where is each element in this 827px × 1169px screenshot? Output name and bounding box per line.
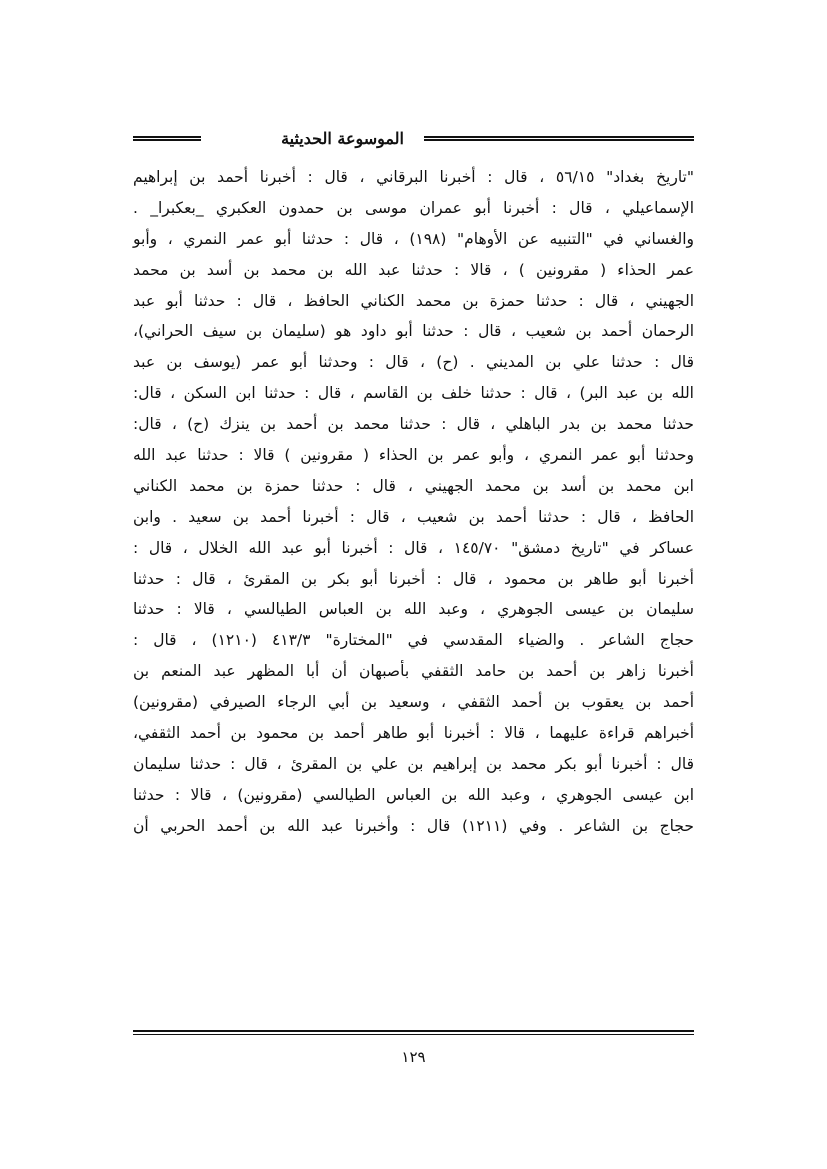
text-line: الحافظ ، قال : حدثنا أحمد بن شعيب ، قال : أخبرنا أحمد بن سعيد . وابن: [133, 507, 694, 526]
text-line: "تاريخ بغداد" ٥٦/١٥ ، قال : أخبرنا البرقاني ، قال : أخبرنا أحمد بن إبراهيم: [133, 168, 694, 186]
footer-rule: [133, 1030, 694, 1035]
text-line: ابن محمد بن أسد بن محمد الجهيني ، قال : حدثنا حمزة بن محمد الكناني: [133, 476, 694, 495]
text-line: حجاج بن الشاعر . وفي (١٢١١) قال : وأخبرنا عبد الله بن أحمد الحربي أن: [133, 816, 694, 835]
book-title: الموسوعة الحديثية: [281, 129, 404, 148]
text-line: الله بن عبد البر) ، قال : حدثنا خلف بن القاسم ، قال : حدثنا ابن السكن ، قال:: [133, 384, 694, 403]
text-line: أحمد بن يعقوب بن أحمد الثقفي ، وسعيد بن أبي الرجاء الصيرفي (مقرونين): [133, 693, 694, 712]
text-line: الجهيني ، قال : حدثنا حمزة بن محمد الكناني الحافظ ، قال : حدثنا أبو عبد: [133, 291, 694, 310]
text-line: قال : أخبرنا أبو بكر محمد بن إبراهيم بن علي بن المقرئ ، قال : حدثنا سليمان: [133, 754, 694, 773]
running-header: [133, 127, 694, 153]
text-line: سليمان بن عيسى الجوهري ، وعبد الله بن العباس الطيالسي ، قالا : حدثنا: [133, 600, 694, 619]
text-line: الإسماعيلي ، قال : أخبرنا أبو عمران موسى بن حمدون العكبري _بعكبرا_ .: [133, 198, 694, 217]
body-text: [133, 162, 694, 842]
text-line: قال : حدثنا علي بن المديني . (ح) ، قال : وحدثنا أبو عمر (يوسف بن عبد: [133, 353, 694, 372]
text-line: أخبرنا زاهر بن أحمد بن حامد الثقفي بأصبهان أن أبا المظهر عبد المنعم بن: [133, 662, 694, 681]
text-line: حجاج الشاعر . والضياء المقدسي في "المختارة" ٤١٣/٣ (١٢١٠) ، قال :: [133, 631, 695, 650]
text-line: عساكر في "تاريخ دمشق" ١٤٥/٧٠ ، قال : أخبرنا أبو عبد الله الخلال ، قال :: [133, 538, 694, 557]
text-line: أخبراهم قراءة عليهما ، قالا : أخبرنا أبو طاهر أحمد بن محمود بن أحمد الثقفي،: [133, 724, 694, 743]
text-line: والغساني في "التنبيه عن الأوهام" (١٩٨) ، قال : حدثنا أبو عمر النمري ، وأبو: [133, 229, 695, 248]
header-rule-right: [424, 136, 694, 141]
text-line: عمر الحذاء ( مقرونين ) ، قالا : حدثنا عبد الله بن محمد بن أسد بن محمد: [133, 260, 694, 279]
text-line: ابن عيسى الجوهري ، وعبد الله بن العباس الطيالسي (مقرونين) ، قالا : حدثنا: [133, 785, 694, 804]
text-line: الرحمان أحمد بن شعيب ، قال : حدثنا أبو داود هو (سليمان بن سيف الحراني)،: [133, 322, 694, 341]
header-rule-left: [133, 136, 201, 141]
text-line: وحدثنا أبو عمر النمري ، وأبو عمر بن الحذاء ( مقرونين ) قالا : حدثنا عبد الله: [133, 446, 694, 465]
text-line: أخبرنا أبو طاهر بن محمود ، قال : أخبرنا أبو بكر بن المقرئ ، قال : حدثنا: [133, 569, 694, 588]
text-line: حدثنا محمد بن بدر الباهلي ، قال : حدثنا محمد بن أحمد بن ينزك (ح) ، قال:: [133, 415, 694, 434]
page-number: ١٢٩: [401, 1048, 426, 1066]
